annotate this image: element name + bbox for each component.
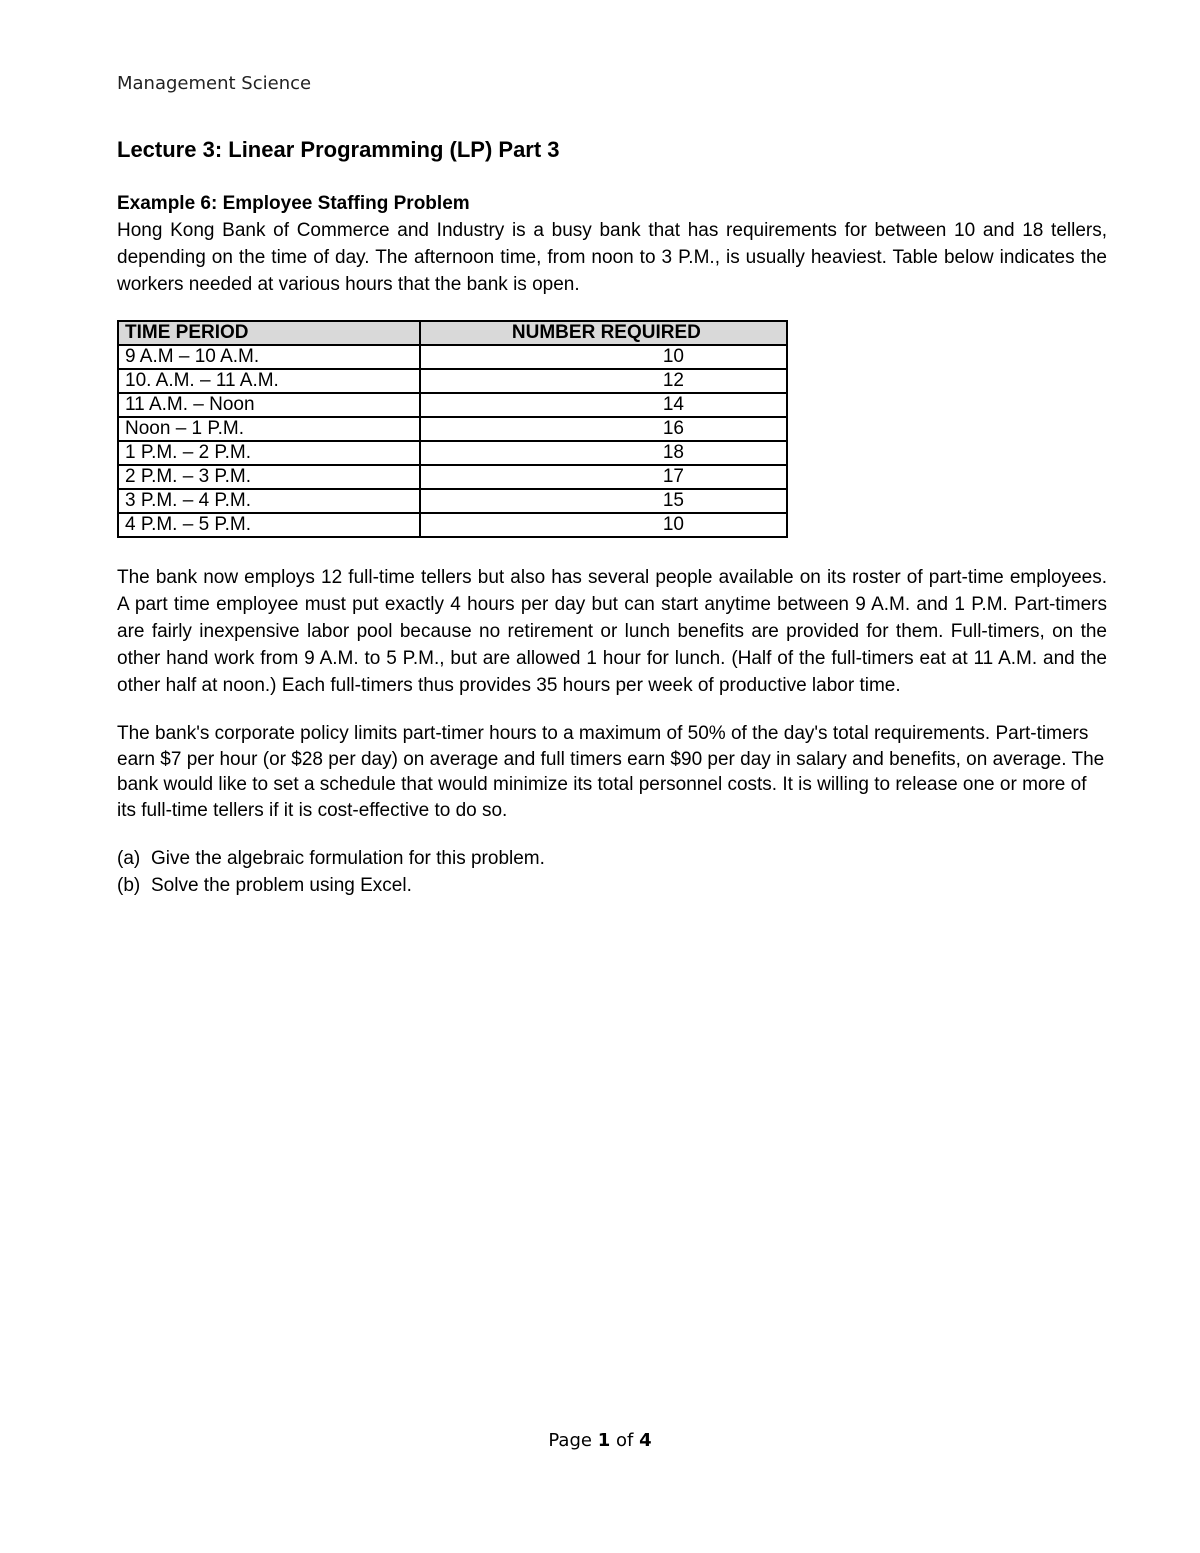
time-period-cell: 2 P.M. – 3 P.M.	[118, 465, 420, 489]
footer-of-word: of	[615, 1430, 634, 1451]
number-required-cell: 10	[420, 345, 787, 369]
intro-paragraph: Hong Kong Bank of Commerce and Industry is a busy bank that has requirements for between 10 and 18 tellers, depending on the time of day. The afternoon time, from noon to 3 P.M., is usually heaviest. Table below indicates the workers needed at various hours that the bank is open.	[117, 220, 1107, 295]
document-header: Management Science	[117, 73, 312, 94]
time-period-cell: 11 A.M. – Noon	[118, 393, 420, 417]
time-period-cell: 9 A.M – 10 A.M.	[118, 345, 420, 369]
table-row	[118, 489, 787, 513]
table-row	[118, 393, 787, 417]
list-item	[117, 845, 1107, 872]
number-required-cell: 15	[420, 489, 787, 513]
number-required-cell: 14	[420, 393, 787, 417]
time-period-cell: Noon – 1 P.M.	[118, 417, 420, 441]
table-row	[118, 417, 787, 441]
list-item	[117, 872, 1107, 899]
column-header-time-period: TIME PERIOD	[118, 321, 420, 345]
time-period-cell: 4 P.M. – 5 P.M.	[118, 513, 420, 537]
question-label: (b)	[117, 875, 141, 896]
footer-page-word: Page	[548, 1430, 592, 1451]
requirements-table	[117, 320, 788, 538]
time-period-cell: 3 P.M. – 4 P.M.	[118, 489, 420, 513]
number-required-cell: 16	[420, 417, 787, 441]
question-label: (a)	[117, 848, 141, 869]
table-row	[118, 465, 787, 489]
table-header-row	[118, 321, 787, 345]
page-footer	[0, 1430, 1200, 1451]
question-text: Give the algebraic formulation for this problem.	[151, 848, 545, 869]
column-header-number-required: NUMBER REQUIRED	[420, 321, 787, 345]
time-period-cell: 10. A.M. – 11 A.M.	[118, 369, 420, 393]
staffing-paragraph: The bank now employs 12 full-time tellers but also has several people available on its roster of part-time employees. A part time employee must put exactly 4 hours per day but can start anytime between 9 A.M. and 1 P.M. Part-timers are fairly inexpensive labor pool because no retirement or lunch benefits are provided for them. Full-timers, on the other hand work from 9 A.M. to 5 P.M., but are allowed 1 hour for lunch. (Half of the full-timers eat at 11 A.M. and the other half at noon.) Each full-timers thus provides 35 hours per week of productive labor time.	[117, 567, 1107, 696]
number-required-cell: 10	[420, 513, 787, 537]
table-row	[118, 345, 787, 369]
page-content	[117, 136, 1107, 899]
policy-paragraph: The bank's corporate policy limits part-timer hours to a maximum of 50% of the day's total requirements. Part-timers earn $7 per hour (or $28 per day) on average and full timers earn $90 per day in salary and benefits, on average. The bank would like to set a schedule that would minimize its total personnel costs. It is willing to release one or more of its full-time tellers if it is cost-effective to do so.	[117, 723, 1105, 821]
example-title: Example 6: Employee Staffing Problem	[117, 193, 470, 214]
number-required-cell: 17	[420, 465, 787, 489]
footer-total-pages: 4	[639, 1430, 652, 1451]
lecture-title: Lecture 3: Linear Programming (LP) Part 3	[117, 137, 560, 162]
paragraph-spacer	[117, 699, 1107, 721]
table-row	[118, 369, 787, 393]
footer-current-page: 1	[597, 1430, 611, 1451]
table-row	[118, 513, 787, 537]
question-text: Solve the problem using Excel.	[151, 875, 412, 896]
number-required-cell: 12	[420, 369, 787, 393]
table-row	[118, 441, 787, 465]
question-list	[117, 845, 1107, 899]
number-required-cell: 18	[420, 441, 787, 465]
time-period-cell: 1 P.M. – 2 P.M.	[118, 441, 420, 465]
